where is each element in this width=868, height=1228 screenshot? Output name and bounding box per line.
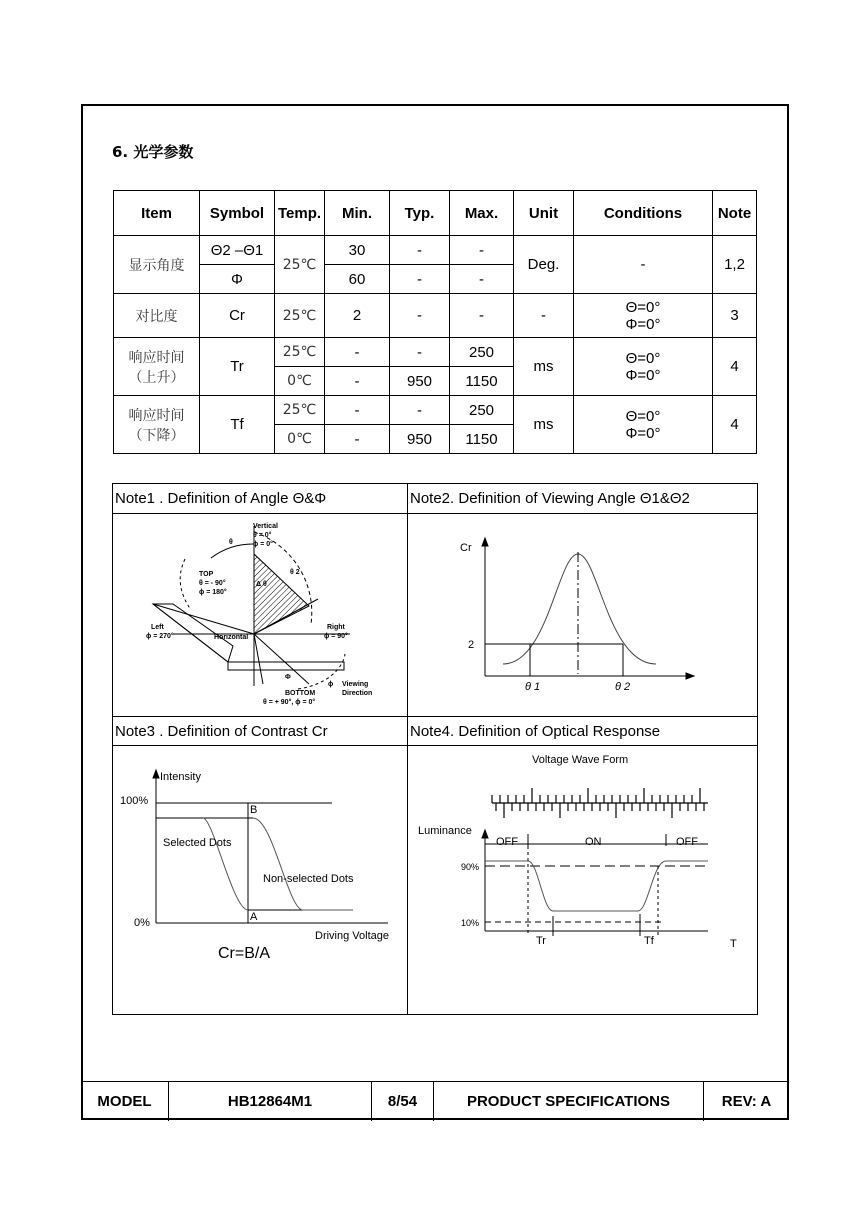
label-delta-theta: Δ θ	[256, 581, 267, 588]
header-unit: Unit	[514, 191, 574, 236]
note2-title: Note2. Definition of Viewing Angle Θ1&Θ2	[410, 490, 690, 507]
cell-max: -	[450, 265, 514, 294]
item-line-2: （下降）	[128, 427, 185, 444]
label-vertical-phi: ϕ = 0°	[253, 541, 273, 548]
cell-typ: 950	[390, 367, 450, 396]
note4-optical-response-diagram	[408, 746, 757, 1014]
note1-angle-diagram	[113, 514, 407, 716]
label-tr: Tr	[536, 935, 546, 947]
label-theta2: θ 2	[615, 681, 631, 693]
footer-model-label: MODEL	[81, 1082, 169, 1121]
cell-unit: ms	[514, 396, 574, 454]
cell-unit: Deg.	[514, 236, 574, 294]
cell-item: 显示角度	[114, 236, 200, 294]
cell-min: 60	[325, 265, 390, 294]
label-selected-dots: Selected Dots	[163, 837, 232, 849]
header-note: Note	[713, 191, 757, 236]
label-tf: Tf	[644, 935, 654, 947]
label-non-selected-dots: Non-selected Dots	[263, 873, 354, 885]
item-line-2: （上升）	[128, 369, 185, 386]
label-bottom-angles: θ = + 90°, ϕ = 0°	[263, 699, 316, 706]
cell-conditions	[574, 396, 713, 454]
cell-max: -	[450, 236, 514, 265]
label-vertical-theta: θ = 0°	[253, 532, 272, 539]
cell-typ: 950	[390, 425, 450, 454]
cell-min: -	[325, 425, 390, 454]
optical-spec-table	[113, 190, 757, 454]
cell-temp: 0℃	[275, 367, 325, 396]
label-bottom: BOTTOM	[285, 690, 316, 697]
footer-page: 8/54	[372, 1082, 434, 1121]
header-temp: Temp.	[275, 191, 325, 236]
cell-min: 2	[325, 294, 390, 338]
cell-temp: 25℃	[275, 396, 325, 425]
cell-item	[114, 338, 200, 396]
cell-typ: -	[390, 338, 450, 367]
label-theta2: θ 2	[290, 569, 300, 576]
label-a: A	[250, 911, 258, 923]
table-row	[114, 396, 757, 425]
label-10-percent: 10%	[461, 918, 480, 928]
label-right-phi: ϕ = 90°	[324, 633, 348, 640]
note3-contrast-diagram	[113, 746, 407, 1014]
label-vertical: Vertical	[253, 523, 278, 530]
footer-spec: PRODUCT SPECIFICATIONS	[434, 1082, 704, 1121]
label-cr: Cr	[460, 542, 472, 554]
cell-max: 1150	[450, 367, 514, 396]
cell-typ: -	[390, 265, 450, 294]
footer-model: HB12864M1	[169, 1082, 372, 1121]
cell-conditions: -	[574, 236, 713, 294]
table-row	[114, 294, 757, 338]
cell-symbol: Tf	[200, 396, 275, 454]
label-b: B	[250, 804, 258, 816]
cell-conditions	[574, 294, 713, 338]
label-right: Right	[327, 624, 345, 631]
notes-grid	[112, 483, 758, 1015]
cell-item	[114, 396, 200, 454]
header-typ: Typ.	[390, 191, 450, 236]
condition-theta: Θ=0°	[625, 298, 661, 316]
cell-max: 250	[450, 396, 514, 425]
condition-theta: Θ=0°	[625, 407, 661, 425]
label-formula: Cr=B/A	[218, 945, 271, 962]
cell-item: 对比度	[114, 294, 200, 338]
table-row	[114, 338, 757, 367]
header-min: Min.	[325, 191, 390, 236]
cell-temp: 25℃	[275, 294, 325, 338]
label-100-percent: 100%	[120, 795, 149, 807]
item-line-1: 响应时间	[128, 407, 185, 424]
label-direction: Direction	[342, 690, 373, 697]
note4-title: Note4. Definition of Optical Response	[410, 723, 661, 740]
cell-typ: -	[390, 396, 450, 425]
label-driving-voltage: Driving Voltage	[315, 930, 389, 942]
label-t: T	[730, 938, 737, 950]
label-phi2: ϕ	[328, 681, 334, 688]
label-horizontal: Horizontal	[214, 634, 249, 641]
cell-symbol: Φ	[200, 265, 275, 294]
cell-symbol: Θ2 –Θ1	[200, 236, 275, 265]
note3-title: Note3 . Definition of Contrast Cr	[115, 723, 328, 740]
label-theta1: θ 1	[525, 681, 541, 693]
table-header-row	[114, 191, 757, 236]
notes-divider	[113, 716, 757, 717]
label-0-percent: 0%	[134, 917, 150, 929]
cell-temp: 25℃	[275, 338, 325, 367]
voltage-waveform	[492, 788, 708, 818]
cell-symbol: Tr	[200, 338, 275, 396]
section-title: 6. 光学参数	[112, 143, 194, 161]
label-off-2: OFF	[676, 836, 698, 848]
label-two: 2	[468, 639, 475, 651]
label-left: Left	[151, 624, 164, 631]
cell-typ: -	[390, 236, 450, 265]
cell-note: 1,2	[713, 236, 757, 294]
cell-min: -	[325, 338, 390, 367]
label-viewing: Viewing	[342, 681, 369, 688]
table-row	[114, 236, 757, 265]
cell-symbol: Cr	[200, 294, 275, 338]
cell-conditions	[574, 338, 713, 396]
cell-temp: 0℃	[275, 425, 325, 454]
label-on: ON	[585, 836, 602, 848]
header-symbol: Symbol	[200, 191, 275, 236]
cell-min: -	[325, 396, 390, 425]
cell-temp: 25℃	[275, 236, 325, 294]
label-90-percent: 90%	[461, 862, 480, 872]
label-phi: Φ	[285, 674, 291, 681]
item-line-1: 响应时间	[128, 349, 185, 366]
header-max: Max.	[450, 191, 514, 236]
footer	[81, 1081, 789, 1121]
cell-note: 4	[713, 338, 757, 396]
footer-rev: REV: A	[721, 1093, 772, 1110]
cell-max: -	[450, 294, 514, 338]
cell-min: -	[325, 367, 390, 396]
label-off-1: OFF	[496, 836, 518, 848]
cell-unit: -	[514, 294, 574, 338]
note1-title: Note1 . Definition of Angle Θ&Φ	[115, 490, 327, 507]
label-voltage-wave-form: Voltage Wave Form	[532, 754, 629, 766]
cell-min: 30	[325, 236, 390, 265]
cell-max: 250	[450, 338, 514, 367]
cell-note: 4	[713, 396, 757, 454]
header-item: Item	[114, 191, 200, 236]
cell-max: 1150	[450, 425, 514, 454]
cell-unit: ms	[514, 338, 574, 396]
label-luminance: Luminance	[418, 825, 472, 837]
label-left-phi: ϕ = 270°	[146, 633, 174, 640]
condition-phi: Φ=0°	[625, 424, 661, 442]
label-top-phi: ϕ = 180°	[199, 589, 227, 596]
label-intensity: Intensity	[160, 771, 201, 783]
cell-typ: -	[390, 294, 450, 338]
cell-note: 3	[713, 294, 757, 338]
condition-theta: Θ=0°	[625, 349, 661, 367]
label-top: TOP	[199, 571, 214, 578]
header-conditions: Conditions	[574, 191, 713, 236]
condition-phi: Φ=0°	[625, 366, 661, 384]
note2-viewing-angle-diagram	[408, 514, 757, 716]
label-theta: θ	[229, 539, 233, 546]
label-top-theta: θ = - 90°	[199, 580, 226, 587]
condition-phi: Φ=0°	[625, 315, 661, 333]
